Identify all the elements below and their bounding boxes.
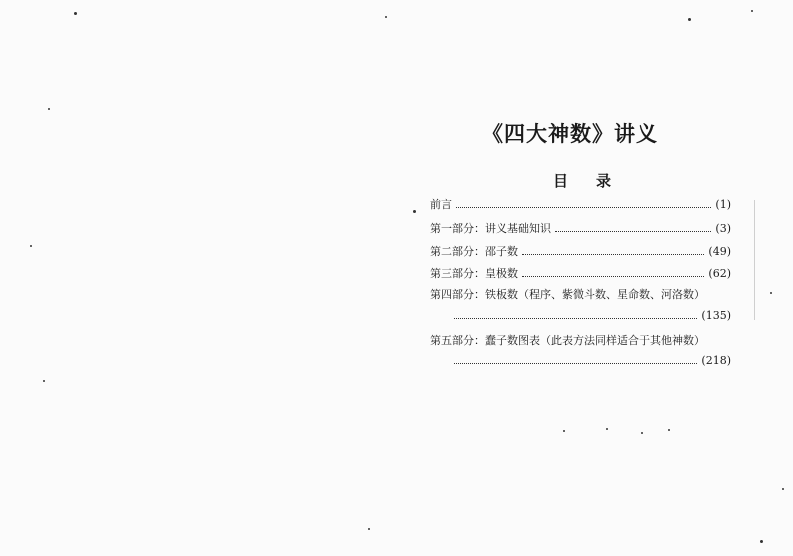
- toc-entry-label: 第三部分：皇极数: [430, 267, 518, 280]
- toc-entry: [430, 264, 731, 282]
- scan-speck: [606, 428, 608, 430]
- toc-leader-dots: [555, 231, 711, 232]
- scan-speck: [74, 12, 77, 15]
- toc-entry-label: 第一部分：讲义基础知识: [430, 222, 551, 235]
- scan-speck: [770, 292, 772, 294]
- toc-leader-dots: [456, 207, 711, 208]
- toc-entry-page: (135): [701, 308, 731, 322]
- toc-entry-page: (49): [708, 244, 731, 258]
- toc-entry: [430, 219, 731, 237]
- scan-speck: [782, 488, 784, 490]
- toc-entry: [430, 285, 731, 303]
- toc-entry-label: 第二部分：邵子数: [430, 245, 518, 258]
- scan-speck: [641, 432, 643, 434]
- toc-entry: [430, 195, 731, 213]
- toc-entry-page: (62): [708, 266, 731, 280]
- scan-speck: [368, 528, 370, 530]
- toc-entry: [430, 331, 731, 349]
- toc-entry-page: (3): [715, 221, 731, 235]
- toc-leader-dots: [522, 254, 704, 255]
- scan-speck: [751, 10, 753, 12]
- scan-edge-line: [754, 200, 755, 320]
- scan-speck: [563, 430, 565, 432]
- toc-leader-dots: [454, 363, 697, 364]
- toc-entry-page: (218): [701, 353, 731, 367]
- document-title: 《四大神数》讲义: [482, 121, 658, 146]
- toc-entry-continuation: [454, 351, 731, 369]
- toc-entry-label: 前言: [430, 198, 452, 211]
- toc-leader-dots: [522, 276, 704, 277]
- toc-heading: 目录: [553, 172, 640, 190]
- toc-entry-page: (1): [715, 197, 731, 211]
- scan-speck: [668, 429, 670, 431]
- scan-speck: [48, 108, 50, 110]
- scan-speck: [43, 380, 45, 382]
- scan-speck: [30, 245, 32, 247]
- scan-speck: [760, 540, 763, 543]
- toc-leader-dots: [454, 318, 697, 319]
- toc-entry-continuation: [454, 306, 731, 324]
- toc-entry-label: 第四部分：铁板数（程序、紫微斗数、星命数、河洛数）: [430, 288, 705, 301]
- toc-entry-label: 第五部分：蠢子数图表（此表方法同样适合于其他神数）: [430, 334, 705, 347]
- scan-speck: [413, 210, 416, 213]
- scan-speck: [688, 18, 691, 21]
- toc-entry: [430, 242, 731, 260]
- scan-speck: [385, 16, 387, 18]
